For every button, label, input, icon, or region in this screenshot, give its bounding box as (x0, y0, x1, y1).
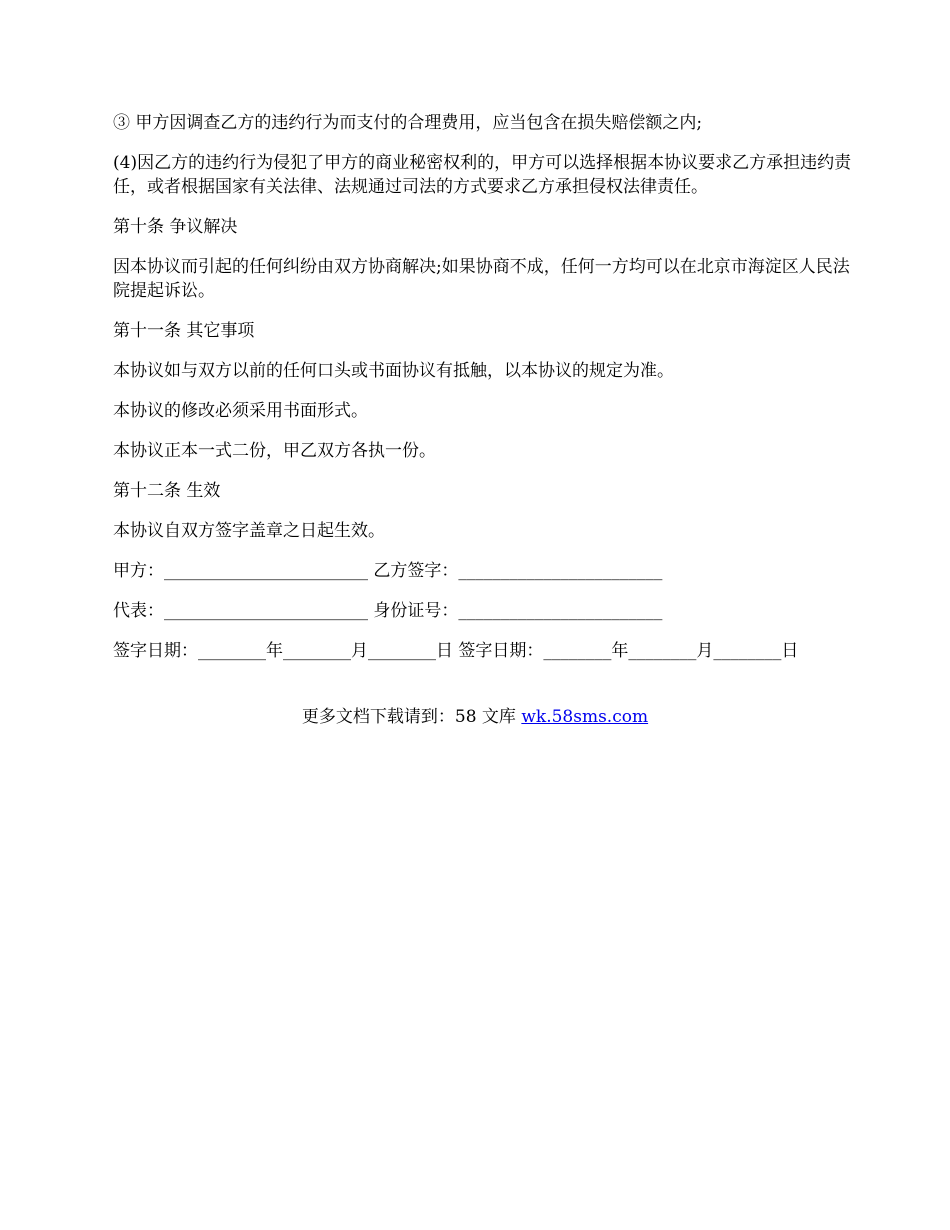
footer-text: 更多文档下载请到：58 文库 (301, 707, 522, 727)
clause-paragraph: 本协议正本一式二份，甲乙双方各执一份。 (113, 441, 436, 461)
signature-line-representative: 代表：________________________ 身份证号：________________________ (113, 601, 663, 621)
footer (0, 705, 950, 729)
document-body (113, 111, 858, 679)
section-heading: 第十一条 其它事项 (113, 321, 255, 341)
clause-paragraph: 本协议自双方签字盖章之日起生效。 (113, 521, 385, 541)
footer-link[interactable]: wk.58sms.com (521, 707, 649, 727)
section-heading: 第十条 争议解决 (113, 217, 238, 237)
clause-paragraph: ③ 甲方因调查乙方的违约行为而支付的合理费用，应当包含在损失赔偿额之内; (113, 113, 703, 133)
section-heading: 第十二条 生效 (113, 481, 221, 501)
clause-paragraph: (4)因乙方的违约行为侵犯了甲方的商业秘密权利的，甲方可以选择根据本协议要求乙方承担违约责任，或者根据国家有关法律、法规通过司法的方式要求乙方承担侵权法律责任。 (113, 153, 852, 197)
signature-line-party-a: 甲方：________________________ 乙方签字：________________________ (113, 561, 663, 581)
clause-paragraph: 本协议的修改必须采用书面形式。 (113, 401, 368, 421)
clause-paragraph: 因本协议而引起的任何纠纷由双方协商解决;如果协商不成，任何一方均可以在北京市海淀区人民法院提起诉讼。 (113, 257, 850, 301)
clause-paragraph: 本协议如与双方以前的任何口头或书面协议有抵触，以本协议的规定为准。 (113, 361, 674, 381)
signature-date-line: 签字日期：________年________月________日 签字日期：________年________月________日 (113, 641, 799, 661)
